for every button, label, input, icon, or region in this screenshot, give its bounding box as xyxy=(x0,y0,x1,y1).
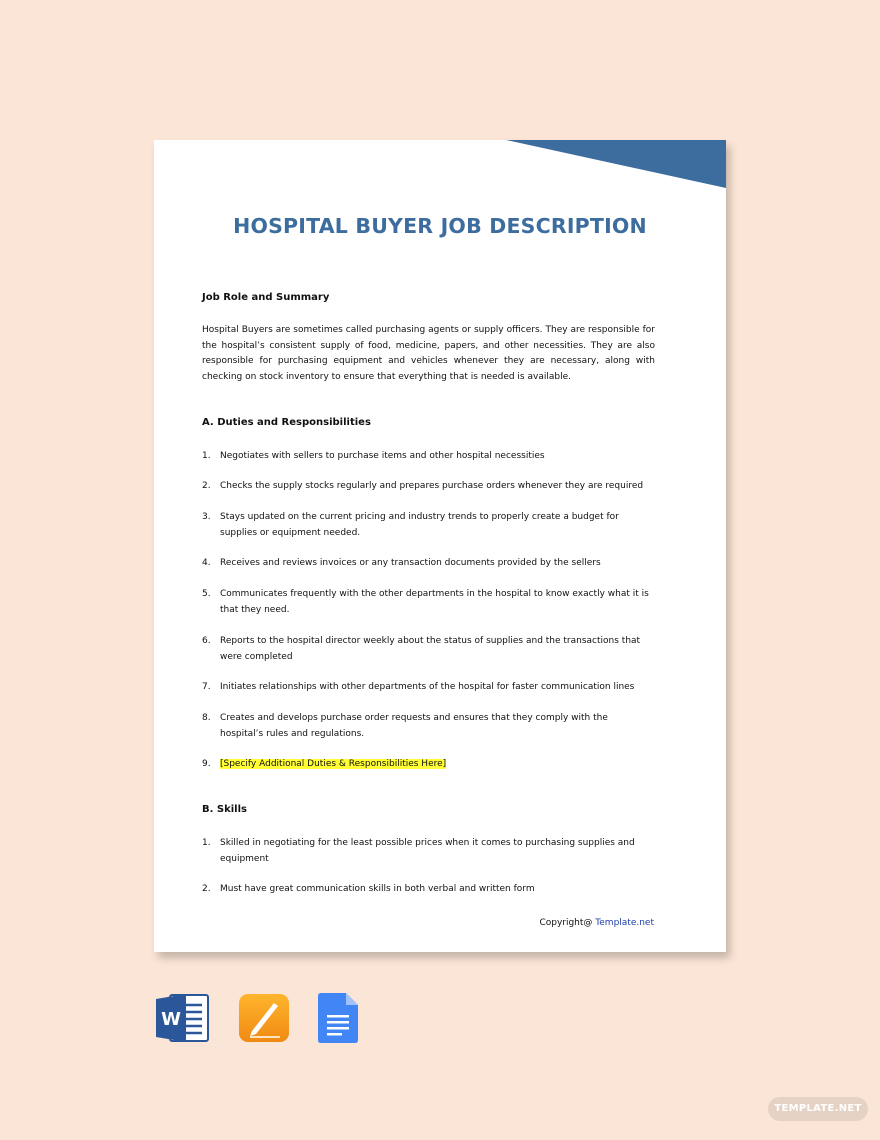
template-net-watermark: TEMPLATE.NET xyxy=(768,1097,868,1121)
copyright-link[interactable]: Template.net xyxy=(595,918,654,928)
duties-heading: A. Duties and Responsibilities xyxy=(202,417,371,428)
copyright xyxy=(539,918,654,928)
duty-item xyxy=(202,587,662,618)
document-title: HOSPITAL BUYER JOB DESCRIPTION xyxy=(233,214,647,238)
duty-item xyxy=(202,479,662,495)
summary-text: Hospital Buyers are sometimes called purchasing agents or supply officers. They are responsible for the hospital’s consistent supply of food, medicine, papers, and other necessities. They are also responsible for purchasing equipment and vehicles whenever they are necessary, along with checking on stock inventory to ensure that everything that is needed is available. xyxy=(202,325,655,382)
word-icon[interactable] xyxy=(156,993,210,1043)
duty-item xyxy=(202,556,662,572)
duty-number: 7. xyxy=(202,682,211,692)
duty-number: 4. xyxy=(202,558,211,568)
duty-text: Stays updated on the current pricing and industry trends to properly create a budget for supplies or equipment needed. xyxy=(220,512,619,538)
skills-heading: B. Skills xyxy=(202,804,247,815)
duty-text: Reports to the hospital director weekly about the status of supplies and the transactions that were completed xyxy=(220,636,641,662)
duty-text: Negotiates with sellers to purchase items and other hospital necessities xyxy=(220,451,545,461)
duty-number: 1. xyxy=(202,451,211,461)
duty-item xyxy=(202,680,662,696)
pages-icon[interactable] xyxy=(238,993,290,1043)
skill-item xyxy=(202,836,662,867)
copyright-label: Copyright@ xyxy=(539,918,593,928)
skill-number: 2. xyxy=(202,884,211,894)
duty-text: Initiates relationships with other departments of the hospital for faster communication lines xyxy=(220,682,635,692)
corner-decoration xyxy=(506,140,726,188)
duty-item xyxy=(202,449,662,465)
duty-text: Receives and reviews invoices or any transaction documents provided by the sellers xyxy=(220,558,601,568)
duty-item xyxy=(202,757,662,773)
duty-text: Communicates frequently with the other departments in the hospital to know exactly what it is that they need. xyxy=(220,589,649,615)
duty-number: 2. xyxy=(202,481,211,491)
duty-number: 9. xyxy=(202,759,211,769)
duty-item xyxy=(202,634,662,665)
word-letter: W xyxy=(161,1009,181,1030)
duty-item xyxy=(202,510,662,541)
google-docs-icon[interactable] xyxy=(318,993,358,1043)
duty-number: 3. xyxy=(202,512,211,522)
duty-item xyxy=(202,711,662,742)
document-page xyxy=(154,140,726,952)
duty-text: Checks the supply stocks regularly and prepares purchase orders whenever they are required xyxy=(220,481,644,491)
duty-text: Creates and develops purchase order requests and ensures that they comply with the hospital’s rules and regulations. xyxy=(220,713,608,739)
duty-number: 8. xyxy=(202,713,211,723)
duty-number: 6. xyxy=(202,636,211,646)
skill-text: Skilled in negotiating for the least possible prices when it comes to purchasing supplies and equipment xyxy=(220,838,635,864)
skill-text: Must have great communication skills in both verbal and written form xyxy=(220,884,535,894)
skill-item xyxy=(202,882,662,898)
placeholder-highlight: [Specify Additional Duties & Responsibilities Here] xyxy=(220,759,447,769)
summary-heading: Job Role and Summary xyxy=(202,292,330,303)
duty-number: 5. xyxy=(202,589,211,599)
skill-number: 1. xyxy=(202,838,211,848)
